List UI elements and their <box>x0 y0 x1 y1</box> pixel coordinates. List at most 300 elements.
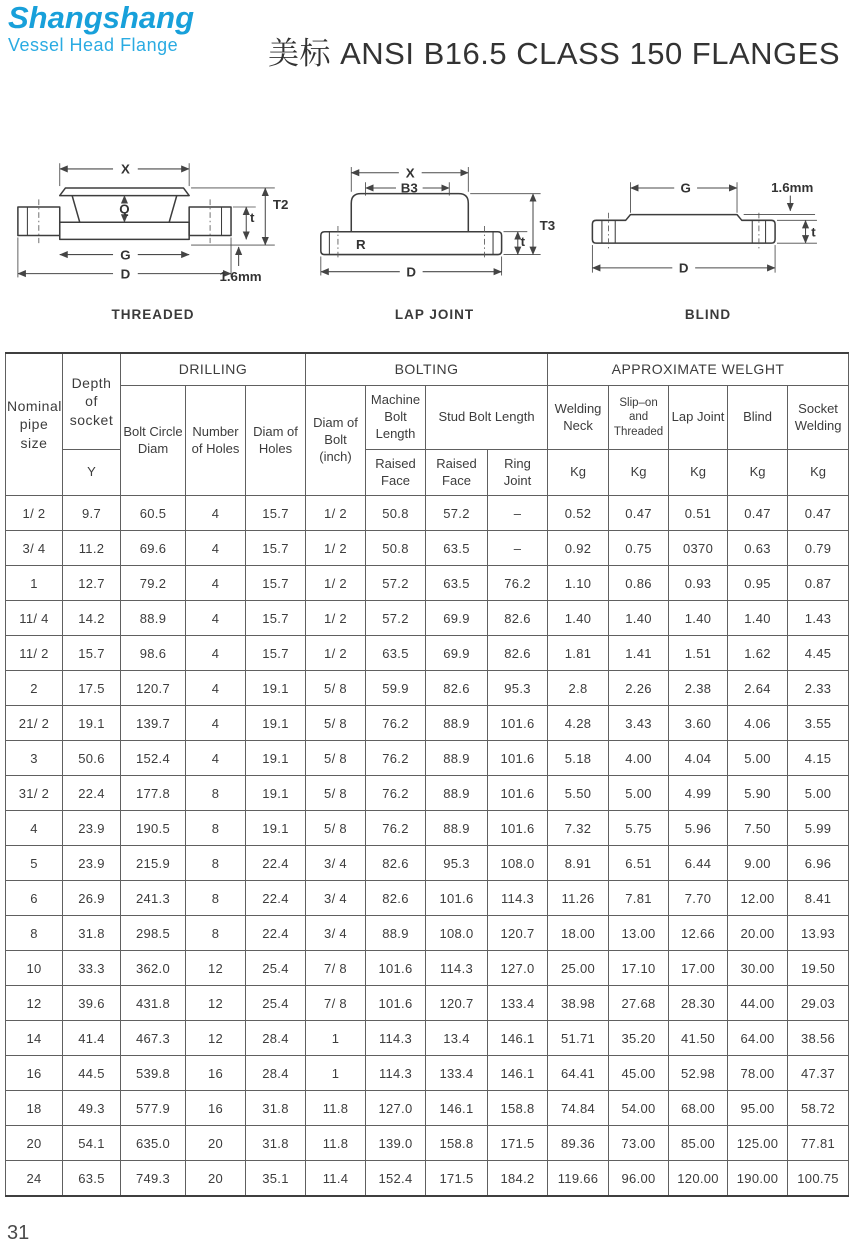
table-cell: 23.9 <box>63 811 121 846</box>
table-cell: 146.1 <box>488 1021 548 1056</box>
table-cell: 1.40 <box>609 601 669 636</box>
table-cell: 146.1 <box>488 1056 548 1091</box>
table-cell: 1 <box>306 1056 366 1091</box>
table-cell: 18 <box>6 1091 63 1126</box>
table-cell: 1.81 <box>548 636 609 671</box>
table-cell: 19.1 <box>246 811 306 846</box>
table-cell: 77.81 <box>788 1126 849 1161</box>
table-cell: 0.52 <box>548 496 609 531</box>
table-cell: 68.00 <box>669 1091 728 1126</box>
table-cell: 125.00 <box>728 1126 788 1161</box>
table-cell: 31.8 <box>246 1126 306 1161</box>
table-cell: 9.7 <box>63 496 121 531</box>
table-cell: 95.3 <box>488 671 548 706</box>
diagram-row <box>0 148 853 322</box>
table-cell: 4 <box>186 496 246 531</box>
figure-caption-blind: BLIND <box>684 307 732 322</box>
table-cell: 4 <box>186 636 246 671</box>
table-cell: 7.70 <box>669 881 728 916</box>
table-cell: 30.00 <box>728 951 788 986</box>
table-cell: 82.6 <box>488 636 548 671</box>
table-cell: 298.5 <box>121 916 186 951</box>
table-cell: 5/ 8 <box>306 811 366 846</box>
table-cell: 22.4 <box>246 916 306 951</box>
table-row <box>6 531 849 566</box>
table-cell: 4.06 <box>728 706 788 741</box>
dim-label-gap: 1.6mm <box>219 269 262 285</box>
table-cell: 5.18 <box>548 741 609 776</box>
table-row <box>6 566 849 601</box>
table-cell: 5/ 8 <box>306 671 366 706</box>
table-cell: 89.36 <box>548 1126 609 1161</box>
table-cell: 69.9 <box>426 636 488 671</box>
table-cell: 2 <box>6 671 63 706</box>
table-cell: 3.60 <box>669 706 728 741</box>
table-cell: 22.4 <box>246 881 306 916</box>
table-cell: 57.2 <box>426 496 488 531</box>
table-cell: 1.51 <box>669 636 728 671</box>
table-cell: 11.8 <box>306 1091 366 1126</box>
table-cell: 15.7 <box>246 531 306 566</box>
table-cell: 31.8 <box>246 1091 306 1126</box>
table-cell: 60.5 <box>121 496 186 531</box>
group-header-weight: APPROXIMATE WELGHT <box>548 353 849 386</box>
table-cell: 28.4 <box>246 1056 306 1091</box>
dim-label-q: Q <box>119 201 130 217</box>
table-cell: 12 <box>186 986 246 1021</box>
table-cell: 5.75 <box>609 811 669 846</box>
table-cell: 1/ 2 <box>306 531 366 566</box>
table-cell: 15.7 <box>246 496 306 531</box>
table-cell: 4.00 <box>609 741 669 776</box>
table-cell: 3.43 <box>609 706 669 741</box>
table-cell: 8 <box>186 881 246 916</box>
table-cell: 139.7 <box>121 706 186 741</box>
table-cell: 95.3 <box>426 846 488 881</box>
table-cell: 1/ 2 <box>306 601 366 636</box>
table-cell: 4 <box>186 706 246 741</box>
table-cell: 25.4 <box>246 986 306 1021</box>
table-cell: 15.7 <box>246 601 306 636</box>
table-cell: 171.5 <box>488 1126 548 1161</box>
table-cell: 38.98 <box>548 986 609 1021</box>
table-cell: 7/ 8 <box>306 951 366 986</box>
dim-label-t: t <box>811 224 816 240</box>
table-cell: 539.8 <box>121 1056 186 1091</box>
lap-joint-diagram <box>306 148 564 305</box>
table-cell: 47.37 <box>788 1056 849 1091</box>
table-cell: 362.0 <box>121 951 186 986</box>
table-cell: – <box>488 531 548 566</box>
col-header-blind: Blind <box>728 386 788 450</box>
table-cell: 11.2 <box>63 531 121 566</box>
figure-caption-lap-joint: LAP JOINT <box>394 307 475 322</box>
table-cell: 127.0 <box>488 951 548 986</box>
table-cell: 3/ 4 <box>306 916 366 951</box>
col-header-num-holes: Number of Holes <box>186 386 246 496</box>
table-cell: 41.4 <box>63 1021 121 1056</box>
col-header-diam-bolt: Diam of Bolt (inch) <box>306 386 366 496</box>
table-row <box>6 916 849 951</box>
table-cell: 17.5 <box>63 671 121 706</box>
table-cell: 88.9 <box>426 741 488 776</box>
table-cell: 4.04 <box>669 741 728 776</box>
table-cell: 0.92 <box>548 531 609 566</box>
table-cell: 171.5 <box>426 1161 488 1197</box>
table-cell: 29.03 <box>788 986 849 1021</box>
table-cell: 19.1 <box>246 706 306 741</box>
table-cell: 114.3 <box>366 1021 426 1056</box>
col-header-slip-on: Slip–on and Threaded <box>609 386 669 450</box>
table-cell: 577.9 <box>121 1091 186 1126</box>
table-cell: 3/ 4 <box>306 881 366 916</box>
table-cell: 96.00 <box>609 1161 669 1197</box>
col-header-lap-joint: Lap Joint <box>669 386 728 450</box>
dim-label-d: D <box>678 260 689 276</box>
table-cell: 2.38 <box>669 671 728 706</box>
table-row <box>6 671 849 706</box>
table-cell: 63.5 <box>366 636 426 671</box>
table-cell: 7.50 <box>728 811 788 846</box>
table-cell: 5/ 8 <box>306 776 366 811</box>
table-cell: 18.00 <box>548 916 609 951</box>
table-row <box>6 601 849 636</box>
dim-label-t3: T3 <box>539 217 555 233</box>
table-cell: 35.20 <box>609 1021 669 1056</box>
table-row <box>6 1161 849 1197</box>
blind-diagram <box>573 148 843 305</box>
table-row <box>6 811 849 846</box>
table-cell: 25.00 <box>548 951 609 986</box>
table-cell: 69.6 <box>121 531 186 566</box>
table-cell: 1/ 2 <box>306 636 366 671</box>
table-cell: 8 <box>186 811 246 846</box>
table-cell: 82.6 <box>488 601 548 636</box>
company-logo <box>8 2 194 54</box>
table-cell: 5.90 <box>728 776 788 811</box>
table-cell: 17.10 <box>609 951 669 986</box>
table-cell: 57.2 <box>366 566 426 601</box>
table-cell: 6.51 <box>609 846 669 881</box>
threaded-diagram <box>10 148 296 305</box>
table-cell: 4.99 <box>669 776 728 811</box>
table-cell: 184.2 <box>488 1161 548 1197</box>
table-cell: 9.00 <box>728 846 788 881</box>
table-cell: 51.71 <box>548 1021 609 1056</box>
table-cell: 20 <box>186 1126 246 1161</box>
col-header-stud-raised-face: Raised Face <box>426 450 488 496</box>
table-cell: 101.6 <box>366 986 426 1021</box>
figure-blind <box>573 148 843 322</box>
table-cell: 1/ 2 <box>306 566 366 601</box>
table-cell: 119.66 <box>548 1161 609 1197</box>
page-title: 美标 ANSI B16.5 CLASS 150 FLANGES <box>268 36 841 71</box>
col-header-socket-welding: Socket Welding <box>788 386 849 450</box>
table-row <box>6 706 849 741</box>
table-row <box>6 1056 849 1091</box>
table-cell: 3/ 4 <box>6 531 63 566</box>
table-cell: 19.1 <box>63 706 121 741</box>
table-cell: 1/ 2 <box>6 496 63 531</box>
table-cell: 16 <box>6 1056 63 1091</box>
table-cell: 11/ 2 <box>6 636 63 671</box>
table-cell: 26.9 <box>63 881 121 916</box>
table-cell: 8 <box>6 916 63 951</box>
table-cell: 44.5 <box>63 1056 121 1091</box>
table-cell: 114.3 <box>488 881 548 916</box>
table-cell: 13.93 <box>788 916 849 951</box>
table-cell: 16 <box>186 1056 246 1091</box>
table-cell: 31/ 2 <box>6 776 63 811</box>
table-cell: 13.00 <box>609 916 669 951</box>
table-cell: 190.00 <box>728 1161 788 1197</box>
table-cell: 82.6 <box>366 846 426 881</box>
table-cell: 21/ 2 <box>6 706 63 741</box>
table-cell: 467.3 <box>121 1021 186 1056</box>
table-cell: 0.47 <box>728 496 788 531</box>
table-cell: 13.4 <box>426 1021 488 1056</box>
table-cell: 146.1 <box>426 1091 488 1126</box>
table-cell: 1.41 <box>609 636 669 671</box>
table-cell: 120.7 <box>488 916 548 951</box>
table-cell: 28.4 <box>246 1021 306 1056</box>
table-cell: 1 <box>306 1021 366 1056</box>
table-cell: 5.00 <box>609 776 669 811</box>
col-header-nominal: Nominal pipe size <box>6 353 63 496</box>
table-cell: 158.8 <box>488 1091 548 1126</box>
table-cell: 1.40 <box>669 601 728 636</box>
table-cell: 4 <box>6 811 63 846</box>
figure-threaded <box>10 148 296 322</box>
table-cell: 64.00 <box>728 1021 788 1056</box>
dim-label-t: t <box>250 210 255 226</box>
table-cell: 3 <box>6 741 63 776</box>
table-cell: 190.5 <box>121 811 186 846</box>
unit-kg-lap-joint: Kg <box>669 450 728 496</box>
unit-kg-slip-on: Kg <box>609 450 669 496</box>
table-cell: 28.30 <box>669 986 728 1021</box>
table-cell: 76.2 <box>366 776 426 811</box>
dim-label-gap: 1.6mm <box>771 179 814 195</box>
table-cell: 2.33 <box>788 671 849 706</box>
figure-caption-threaded: THREADED <box>111 307 195 322</box>
table-cell: 16 <box>186 1091 246 1126</box>
table-cell: 23.9 <box>63 846 121 881</box>
table-cell: 22.4 <box>246 846 306 881</box>
col-header-stud-bolt: Stud Bolt Length <box>426 386 548 450</box>
table-cell: 63.5 <box>426 566 488 601</box>
table-row <box>6 986 849 1021</box>
table-cell: 4.15 <box>788 741 849 776</box>
table-cell: 63.5 <box>426 531 488 566</box>
col-header-welding-neck: Welding Neck <box>548 386 609 450</box>
table-row <box>6 776 849 811</box>
table-cell: 100.75 <box>788 1161 849 1197</box>
table-cell: 4.28 <box>548 706 609 741</box>
table-cell: 7.32 <box>548 811 609 846</box>
table-cell: 0.75 <box>609 531 669 566</box>
table-cell: 49.3 <box>63 1091 121 1126</box>
table-cell: 158.8 <box>426 1126 488 1161</box>
group-header-drilling: DRILLING <box>121 353 306 386</box>
table-cell: 1.40 <box>728 601 788 636</box>
table-cell: 35.1 <box>246 1161 306 1197</box>
table-cell: 63.5 <box>63 1161 121 1197</box>
table-cell: 4 <box>186 741 246 776</box>
table-cell: 101.6 <box>488 776 548 811</box>
table-cell: 76.2 <box>366 706 426 741</box>
table-cell: 120.7 <box>426 986 488 1021</box>
table-cell: 4 <box>186 601 246 636</box>
dim-label-d: D <box>405 264 416 280</box>
table-cell: 88.9 <box>426 706 488 741</box>
table-cell: 1.10 <box>548 566 609 601</box>
table-cell: 44.00 <box>728 986 788 1021</box>
table-cell: 431.8 <box>121 986 186 1021</box>
table-cell: 88.9 <box>121 601 186 636</box>
table-cell: 10 <box>6 951 63 986</box>
table-cell: 17.00 <box>669 951 728 986</box>
table-row <box>6 951 849 986</box>
dim-label-t: t <box>520 234 525 250</box>
table-cell: 5.99 <box>788 811 849 846</box>
col-header-bolt-circle: Bolt Circle Diam <box>121 386 186 496</box>
table-cell: 39.6 <box>63 986 121 1021</box>
table-cell: 82.6 <box>366 881 426 916</box>
table-cell: 12.7 <box>63 566 121 601</box>
table-cell: 98.6 <box>121 636 186 671</box>
table-cell: 15.7 <box>246 566 306 601</box>
table-cell: 6 <box>6 881 63 916</box>
table-cell: 1.40 <box>548 601 609 636</box>
table-cell: 3/ 4 <box>306 846 366 881</box>
table-cell: 50.8 <box>366 531 426 566</box>
table-cell: 2.64 <box>728 671 788 706</box>
table-cell: 114.3 <box>366 1056 426 1091</box>
table-cell: 1.62 <box>728 636 788 671</box>
table-cell: 19.1 <box>246 776 306 811</box>
table-cell: 1/ 2 <box>306 496 366 531</box>
table-cell: 152.4 <box>121 741 186 776</box>
table-cell: 19.1 <box>246 671 306 706</box>
table-cell: 7.81 <box>609 881 669 916</box>
table-row <box>6 881 849 916</box>
table-cell: 50.8 <box>366 496 426 531</box>
col-header-machine-bolt: Machine Bolt Length <box>366 386 426 450</box>
col-header-diam-holes: Diam of Holes <box>246 386 306 496</box>
table-cell: 0370 <box>669 531 728 566</box>
logo-line2: Vessel Head Flange <box>8 35 179 55</box>
table-cell: 8 <box>186 776 246 811</box>
table-cell: 78.00 <box>728 1056 788 1091</box>
table-cell: 8.91 <box>548 846 609 881</box>
table-cell: 0.95 <box>728 566 788 601</box>
table-cell: 3.55 <box>788 706 849 741</box>
table-cell: 108.0 <box>426 916 488 951</box>
table-cell: 45.00 <box>609 1056 669 1091</box>
table-cell: 12.66 <box>669 916 728 951</box>
table-cell: 5.50 <box>548 776 609 811</box>
table-row <box>6 741 849 776</box>
table-cell: 241.3 <box>121 881 186 916</box>
table-cell: 15.7 <box>246 636 306 671</box>
table-row <box>6 1091 849 1126</box>
table-cell: 15.7 <box>63 636 121 671</box>
col-header-machine-raised-face: Raised Face <box>366 450 426 496</box>
table-cell: 12.00 <box>728 881 788 916</box>
table-cell: 12 <box>6 986 63 1021</box>
table-cell: 0.93 <box>669 566 728 601</box>
table-row <box>6 1021 849 1056</box>
table-cell: 0.86 <box>609 566 669 601</box>
col-header-y: Y <box>63 450 121 496</box>
unit-kg-socket-welding: Kg <box>788 450 849 496</box>
col-header-depth: Depth of socket <box>63 353 121 450</box>
table-row <box>6 1126 849 1161</box>
table-cell: 11.8 <box>306 1126 366 1161</box>
table-cell: 82.6 <box>426 671 488 706</box>
table-cell: 139.0 <box>366 1126 426 1161</box>
unit-kg-welding-neck: Kg <box>548 450 609 496</box>
dim-label-t2: T2 <box>272 196 289 212</box>
table-cell: 1.43 <box>788 601 849 636</box>
table-cell: 101.6 <box>488 741 548 776</box>
table-cell: 8.41 <box>788 881 849 916</box>
table-cell: 52.98 <box>669 1056 728 1091</box>
table-cell: 64.41 <box>548 1056 609 1091</box>
table-cell: 101.6 <box>488 811 548 846</box>
dim-label-x: X <box>405 165 415 181</box>
table-cell: 58.72 <box>788 1091 849 1126</box>
table-cell: 76.2 <box>366 741 426 776</box>
table-cell: 4 <box>186 531 246 566</box>
table-cell: 69.9 <box>426 601 488 636</box>
table-row <box>6 846 849 881</box>
table-cell: 27.68 <box>609 986 669 1021</box>
table-cell: 73.00 <box>609 1126 669 1161</box>
table-cell: 2.8 <box>548 671 609 706</box>
figure-lap-joint <box>306 148 564 322</box>
table-cell: 0.47 <box>609 496 669 531</box>
table-cell: 54.00 <box>609 1091 669 1126</box>
table-cell: 7/ 8 <box>306 986 366 1021</box>
table-cell: 76.2 <box>488 566 548 601</box>
table-cell: 76.2 <box>366 811 426 846</box>
table-cell: 0.87 <box>788 566 849 601</box>
table-cell: 11.4 <box>306 1161 366 1197</box>
table-cell: 24 <box>6 1161 63 1197</box>
table-cell: 88.9 <box>426 811 488 846</box>
table-cell: 79.2 <box>121 566 186 601</box>
table-cell: 85.00 <box>669 1126 728 1161</box>
page-header <box>0 0 853 96</box>
table-cell: 20 <box>186 1161 246 1197</box>
table-cell: 215.9 <box>121 846 186 881</box>
table-cell: 12 <box>186 1021 246 1056</box>
table-cell: 12 <box>186 951 246 986</box>
table-cell: 6.44 <box>669 846 728 881</box>
table-cell: 5.00 <box>728 741 788 776</box>
table-cell: 101.6 <box>426 881 488 916</box>
table-cell: 25.4 <box>246 951 306 986</box>
table-cell: 152.4 <box>366 1161 426 1197</box>
table-cell: 95.00 <box>728 1091 788 1126</box>
unit-kg-blind: Kg <box>728 450 788 496</box>
table-cell: 38.56 <box>788 1021 849 1056</box>
table-cell: 6.96 <box>788 846 849 881</box>
table-cell: 8 <box>186 916 246 951</box>
table-cell: 1 <box>6 566 63 601</box>
